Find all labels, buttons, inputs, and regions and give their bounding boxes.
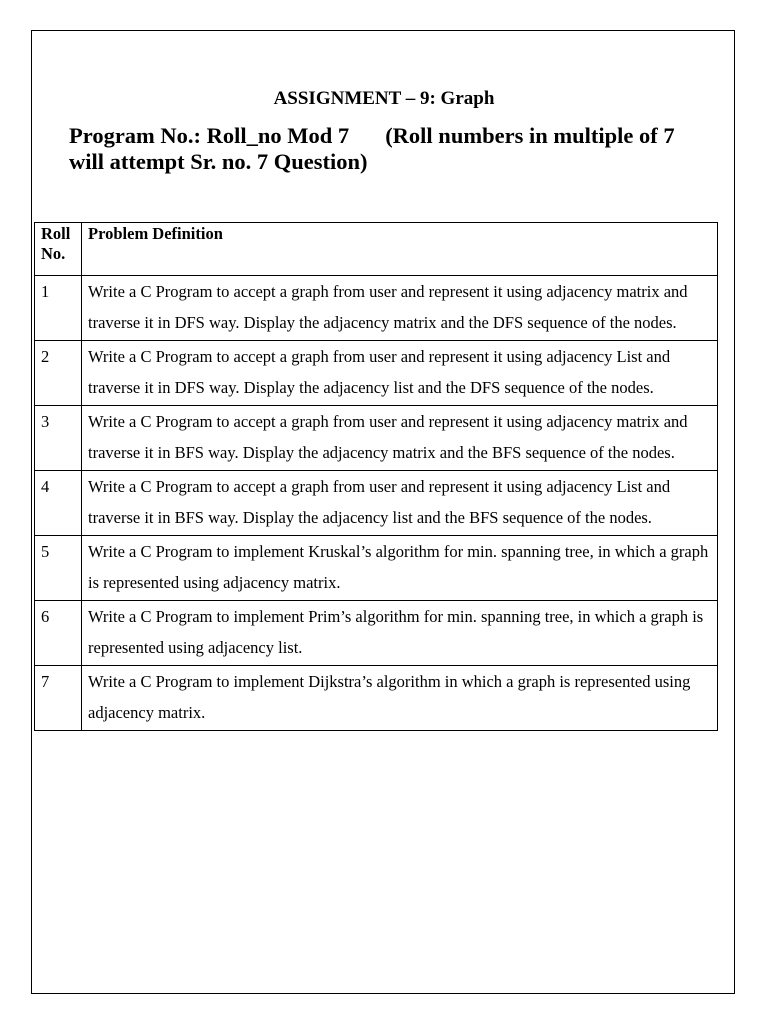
table-row xyxy=(35,666,718,731)
table-row xyxy=(35,471,718,536)
problem-definition: Write a C Program to implement Kruskal’s algorithm for min. spanning tree, in which a graph is represented using adjacency matrix. xyxy=(82,536,718,601)
table-row xyxy=(35,601,718,666)
assignment-title: ASSIGNMENT – 9: Graph xyxy=(273,88,495,109)
problem-definition: Write a C Program to implement Prim’s algorithm for min. spanning tree, in which a graph is represented using adjacency list. xyxy=(82,601,718,666)
roll-number: 2 xyxy=(35,341,82,406)
table-row xyxy=(35,406,718,471)
table-header-row xyxy=(35,223,718,276)
program-heading xyxy=(69,123,719,175)
table-row xyxy=(35,536,718,601)
roll-number: 4 xyxy=(35,471,82,536)
problem-definition: Write a C Program to accept a graph from user and represent it using adjacency matrix and traverse it in DFS way. Display the adjacency matrix and the DFS sequence of the nodes. xyxy=(82,276,718,341)
problem-definition: Write a C Program to accept a graph from user and represent it using adjacency List and traverse it in BFS way. Display the adjacency list and the BFS sequence of the nodes. xyxy=(82,471,718,536)
program-number-label: Program No.: Roll_no Mod 7 xyxy=(69,123,350,148)
problem-definition: Write a C Program to accept a graph from user and represent it using adjacency matrix and traverse it in BFS way. Display the adjacency matrix and the BFS sequence of the nodes. xyxy=(82,406,718,471)
program-note: (Roll numbers in multiple of 7 xyxy=(385,123,675,148)
program-note-continued: will attempt Sr. no. 7 Question) xyxy=(69,149,368,174)
table-row xyxy=(35,341,718,406)
problem-definition-header: Problem Definition xyxy=(82,223,718,276)
roll-number: 3 xyxy=(35,406,82,471)
problem-table xyxy=(34,222,718,731)
problem-definition: Write a C Program to accept a graph from user and represent it using adjacency List and traverse it in DFS way. Display the adjacency list and the DFS sequence of the nodes. xyxy=(82,341,718,406)
table-row xyxy=(35,276,718,341)
roll-number: 1 xyxy=(35,276,82,341)
roll-number: 5 xyxy=(35,536,82,601)
problem-definition: Write a C Program to implement Dijkstra’s algorithm in which a graph is represented using adjacency matrix. xyxy=(82,666,718,731)
roll-number: 7 xyxy=(35,666,82,731)
roll-no-header: Roll No. xyxy=(35,223,82,276)
roll-number: 6 xyxy=(35,601,82,666)
